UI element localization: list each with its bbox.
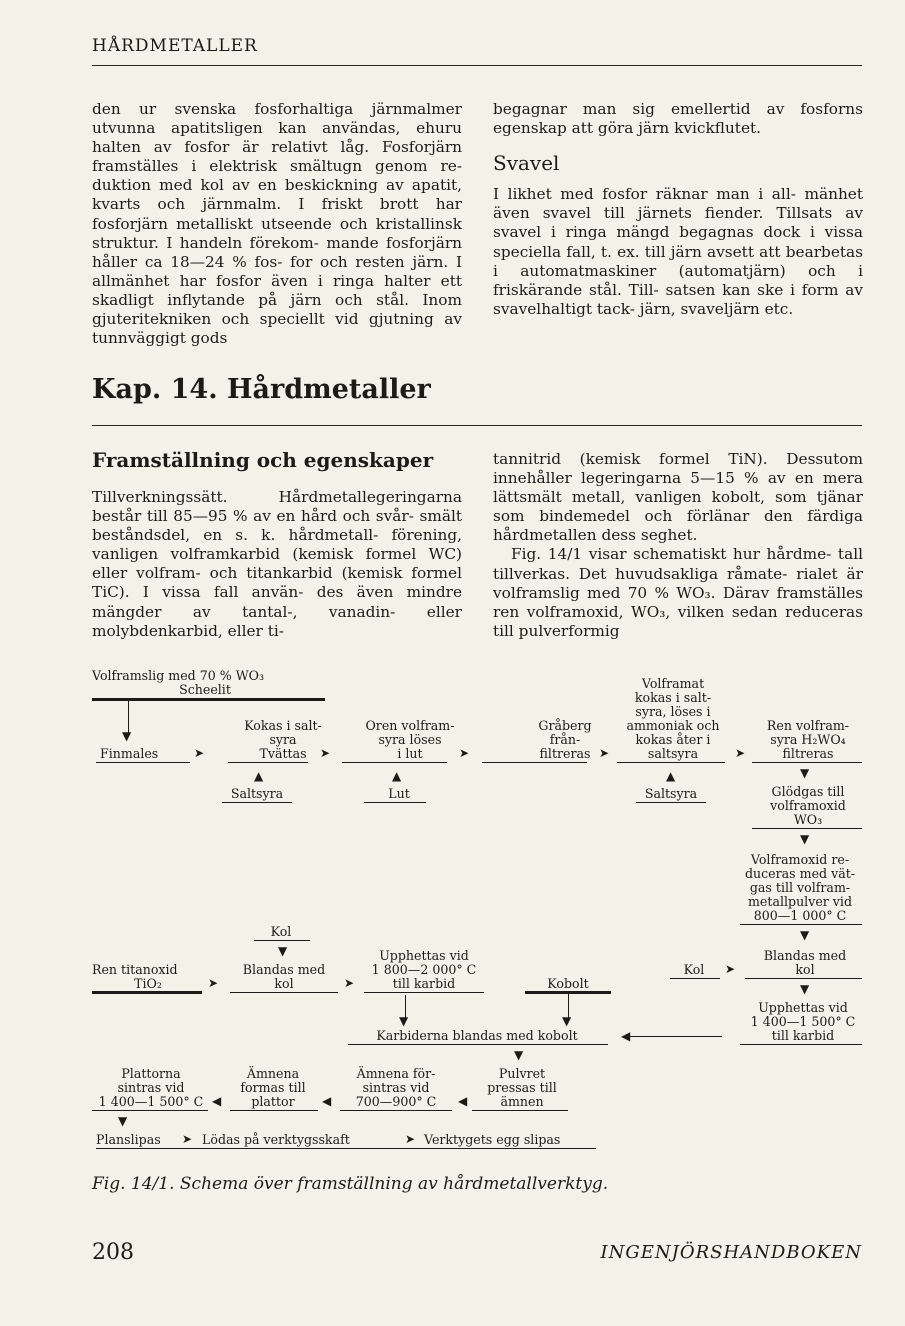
volframat-label-2: kokas i salt- <box>634 690 712 705</box>
tvattas-label: Tvättas <box>259 746 307 761</box>
arrow-down-icon: ▼ <box>278 944 288 958</box>
i-lut-line <box>342 762 447 763</box>
karbiderna-label: Karbiderna blandas med kobolt <box>376 1028 578 1043</box>
saltsyra-line-2 <box>617 762 725 763</box>
plattorna-label-1: Plattorna <box>121 1066 181 1081</box>
verktygets-label: Verktygets egg slipas <box>424 1132 561 1147</box>
graberg-label-2: från- <box>549 732 581 747</box>
tvattas-line <box>228 762 308 763</box>
arrow-right-icon: ➤ <box>208 976 219 990</box>
amnena-formas-label-2: formas till <box>240 1080 306 1095</box>
volframoxid-red-label-2: duceras med vät- <box>744 866 856 881</box>
glodgas-label-1: Glödgas till <box>771 784 845 799</box>
plattor-label: plattor <box>251 1094 295 1109</box>
lut-line <box>364 802 426 803</box>
filtreras-label-2: filtreras <box>782 746 834 761</box>
blandas-med-label-2: Blandas med <box>763 948 847 963</box>
volframat-label-4: ammoniak och <box>626 718 720 733</box>
amnena-formas-label-1: Ämnena <box>246 1066 300 1081</box>
filtreras-line-2 <box>752 762 862 763</box>
temp-700-line <box>340 1110 452 1111</box>
scheelit-label: Scheelit <box>179 682 231 697</box>
arrow-down-icon: ▼ <box>562 1014 572 1028</box>
arrow-right-icon: ➤ <box>182 1132 193 1146</box>
upphettas-label-1: Upphettas vid <box>379 948 469 963</box>
volframat-label-1: Volframat <box>641 676 705 691</box>
flow-diagram <box>0 650 905 1160</box>
amnena-forsintras-label-2: sintras vid <box>362 1080 430 1095</box>
temp-1400b-label: 1 400—1 500° C <box>98 1094 204 1109</box>
saltsyra-label-1: Saltsyra <box>230 786 284 801</box>
figure-caption: Fig. 14/1. Schema över framställning av hårdmetallverktyg. <box>92 1174 609 1194</box>
arrow-down-icon: ▼ <box>800 832 810 846</box>
ren-volframsyra-label-2: syra H₂WO₄ <box>770 732 846 747</box>
ren-volframsyra-label-1: Ren volfram- <box>766 718 850 733</box>
arrow-right-icon: ➤ <box>459 746 470 760</box>
body-left-column <box>92 488 462 641</box>
arrow-right-icon: ➤ <box>344 976 355 990</box>
arrow-right-icon: ➤ <box>194 746 205 760</box>
volframat-label-5: kokas åter i <box>635 732 711 747</box>
pulvret-label-1: Pulvret <box>498 1066 546 1081</box>
kokas-label-1: Kokas i salt- <box>244 718 322 733</box>
arrow-right-icon: ➤ <box>405 1132 416 1146</box>
final-line <box>96 1148 596 1149</box>
arrow-right-icon: ➤ <box>599 746 610 760</box>
kokas-label-2: syra <box>269 732 297 747</box>
svavel-heading: Svavel <box>493 151 560 176</box>
kol-label-2: kol <box>274 976 294 991</box>
saltsyra-line-1 <box>222 802 292 803</box>
plattorna-label-2: sintras vid <box>117 1080 185 1095</box>
plattor-line <box>230 1110 318 1111</box>
temp-800-label: 800—1 000° C <box>753 908 847 923</box>
kol-line-1 <box>254 940 310 941</box>
arrow-left-icon: ◀ <box>212 1094 222 1108</box>
header-rule <box>92 65 862 66</box>
amnena-forsintras-label-1: Ämnena för- <box>356 1066 436 1081</box>
i-lut-label: i lut <box>397 746 423 761</box>
saltsyra-label-2: saltsyra <box>647 746 699 761</box>
finmales-label: Finmales <box>100 746 159 761</box>
glodgas-label-2: volframoxid <box>770 798 846 813</box>
arrow-down-icon: ▼ <box>399 1014 409 1028</box>
arrow-down-icon: ▼ <box>118 1114 128 1128</box>
oren-label-1: Oren volfram- <box>365 718 455 733</box>
finmales-line <box>96 762 190 763</box>
wo3-label: WO₃ <box>793 812 823 827</box>
chapter-title: Kap. 14. Hårdmetaller <box>92 374 431 405</box>
arrow-left-icon: ◀ <box>322 1094 332 1108</box>
arrow-left-icon: ◀ <box>458 1094 468 1108</box>
top-right-column <box>493 100 863 319</box>
kol-label-3: Kol <box>683 962 705 977</box>
body-right-column <box>493 450 863 641</box>
volframslig-label: Volframslig med 70 % WO₃ <box>92 668 265 683</box>
arrow-down-icon: ▼ <box>800 982 810 996</box>
arrow-up-icon: ▲ <box>392 769 402 783</box>
top-left-paragraph: den ur svenska fosforhaltiga järnmalmer utvunna apatitsligen kan användas, ehuru halten av fosfor är relativt låg. Fosforjärn framställes i elektrisk smältugn genom re- duktion med kol av en beskickning av apatit, kvarts och järnmalm. I friskt brott har fosforjärn metalliskt utseende och kristallinsk struktur. I handeln förekom- mande fosforjärn håller ca 18—24 % fos- for och resten järn. I allmänhet har fosfor även i ringa halter ett skadligt inflytande på järn och stål. Inom gjuteritekniken och speciellt vid gjutning av tunnväggigt gods <box>92 100 462 348</box>
filtreras-line-1 <box>482 762 587 763</box>
blandas-med-label-1: Blandas med <box>242 962 326 977</box>
volframat-label-3: syra, löses i <box>635 704 711 719</box>
arrow-up-icon: ▲ <box>254 769 264 783</box>
oren-label-2: syra löses <box>378 732 442 747</box>
pulvret-label-2: pressas till <box>487 1080 557 1095</box>
kol-line-4 <box>745 978 862 979</box>
book-title: INGENJÖRSHANDBOKEN <box>600 1242 862 1263</box>
section-heading: Framställning och egenskaper <box>92 448 434 472</box>
volframoxid-red-label-1: Volframoxid re- <box>750 852 850 867</box>
kol-line-2 <box>230 992 338 993</box>
arrow-right-icon: ➤ <box>320 746 331 760</box>
till-karbid-label-1: till karbid <box>392 976 456 991</box>
running-header: HÅRDMETALLER <box>92 36 258 56</box>
kobolt-label: Kobolt <box>547 976 589 991</box>
ren-titanoxid-label: Ren titanoxid <box>92 962 178 977</box>
svavel-paragraph: I likhet med fosfor räknar man i all- mänhet även svavel till järnets fiender. Tillsats av svavel i ringa mängd begagnas dock i vissa speciella fall, t. ex. till järn avsett att bearbetas i automatmaskiner (automatjärn) och i friskärande stål. Till- satsen kan ske i form av svavelhaltigt tack- järn, svaveljärn etc. <box>493 185 863 318</box>
kol-line-3 <box>670 978 720 979</box>
karbiderna-connector-line <box>630 1036 722 1037</box>
temp-800-line <box>740 924 862 925</box>
arrow-right-icon: ➤ <box>735 746 746 760</box>
top-left-column <box>92 100 462 348</box>
arrow-up-icon: ▲ <box>666 769 676 783</box>
body-right-paragraph-2: Fig. 14/1 visar schematiskt hur hårdme- tall tillverkas. Det huvudsakliga råmate- rialet är volframslig med 70 % WO₃. Därav framställes ren volframoxid, WO₃, vilken sedan reduceras till pulverformig <box>493 545 863 640</box>
arrow-down-icon: ▼ <box>800 928 810 942</box>
karbiderna-line <box>348 1044 608 1045</box>
upphettas-label-2: Upphettas vid <box>758 1000 848 1015</box>
amnen-label: ämnen <box>500 1094 544 1109</box>
arrow-down-icon: ▼ <box>122 729 132 743</box>
till-karbid-line-2 <box>740 1044 862 1045</box>
arrow-down-icon: ▼ <box>514 1048 524 1062</box>
tio2-bar <box>92 991 202 994</box>
amnen-line <box>472 1110 568 1111</box>
arrow-right-icon: ➤ <box>725 962 736 976</box>
saltsyra-label-3: Saltsyra <box>644 786 698 801</box>
arrow-down-icon: ▼ <box>800 766 810 780</box>
lead-term: Tillverkningssätt. <box>92 488 228 506</box>
body-right-paragraph-1: tannitrid (kemisk formel TiN). Dessutom innehåller legeringarna 5—15 % av en mera lättsmält metall, vanligen kobolt, som tjänar som bindemedel och förlänar den färdiga hårdmetallen dess seghet. <box>493 450 863 545</box>
volframoxid-red-label-4: metallpulver vid <box>747 894 852 909</box>
temp-1400b-line <box>92 1110 208 1111</box>
chapter-rule <box>92 425 862 426</box>
lodas-label: Lödas på verktygsskaft <box>202 1132 350 1147</box>
till-karbid-line-1 <box>364 992 484 993</box>
arrow-left-icon: ◀ <box>621 1029 631 1043</box>
lut-label: Lut <box>388 786 410 801</box>
kol-label-1: Kol <box>270 924 292 939</box>
filtreras-label-1: filtreras <box>539 746 591 761</box>
temp-1800-label: 1 800—2 000° C <box>371 962 477 977</box>
till-karbid-label-2: till karbid <box>771 1028 835 1043</box>
tio2-label: TiO₂ <box>134 976 162 991</box>
page-number: 208 <box>92 1240 134 1265</box>
kol-label-4: kol <box>795 962 815 977</box>
temp-1400a-label: 1 400—1 500° C <box>750 1014 856 1029</box>
temp-700-label: 700—900° C <box>355 1094 437 1109</box>
body-left-paragraph: Hårdmetallegeringarna består till 85—95 % av en hård och svår- smält beståndsdel, en s. k. hårdmetall- förening, vanligen volframkarbid (kemisk formel WC) eller volfram- och titankarbid (kemisk formel TiC). I vissa fall använ- des även mindre mängder av tantal-, vanadin- eller molybdenkarbid, eller ti- <box>92 488 462 640</box>
source-bar <box>92 698 325 701</box>
graberg-label-1: Gråberg <box>538 718 592 733</box>
saltsyra-line-3 <box>636 802 706 803</box>
top-right-paragraph: begagnar man sig emellertid av fosforns egenskap att göra järn kvickflutet. <box>493 100 863 138</box>
wo3-line <box>752 828 862 829</box>
volframoxid-red-label-3: gas till volfram- <box>749 880 851 895</box>
planslipas-label: Planslipas <box>96 1132 161 1147</box>
